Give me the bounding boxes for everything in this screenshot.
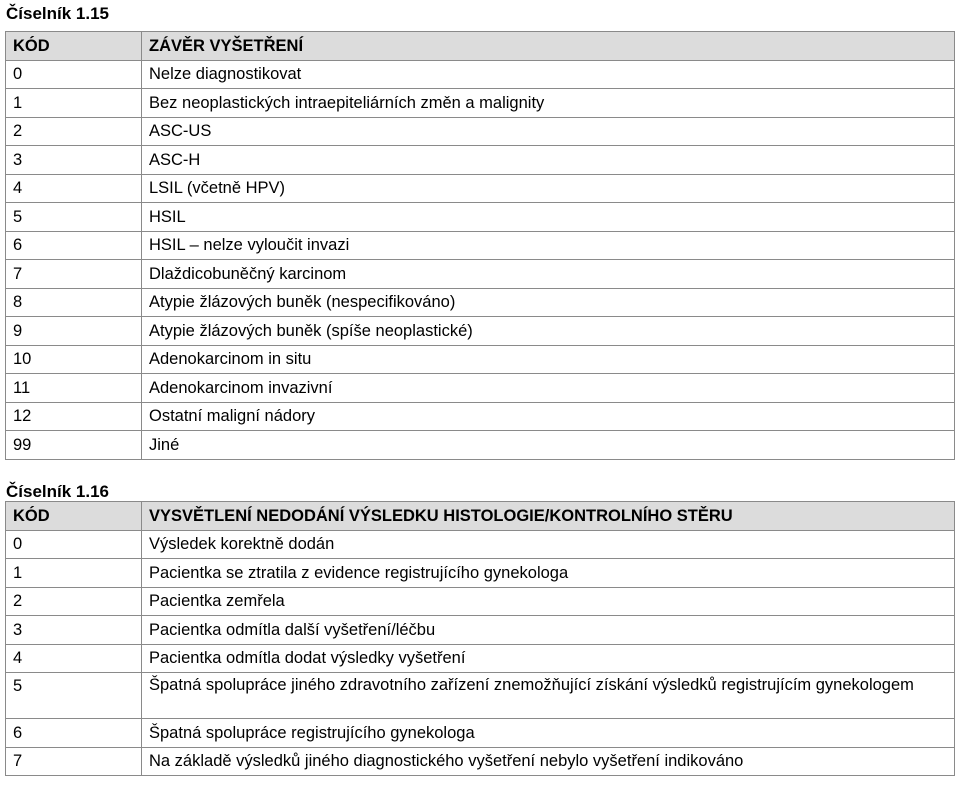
row-text: ASC-US <box>142 117 955 146</box>
row-text: Nelze diagnostikovat <box>142 60 955 89</box>
row-code: 0 <box>6 60 142 89</box>
table-row <box>6 559 955 588</box>
table-row <box>6 374 955 403</box>
table-row <box>6 616 955 645</box>
row-text: Ostatní maligní nádory <box>142 402 955 431</box>
table-row <box>6 719 955 748</box>
codebook-1-15-title: Číselník 1.15 <box>6 4 110 23</box>
code-column-header: KÓD <box>6 32 142 61</box>
row-code: 11 <box>6 374 142 403</box>
row-code: 10 <box>6 345 142 374</box>
row-code: 6 <box>6 719 142 748</box>
table-row <box>6 203 955 232</box>
row-text: Bez neoplastických intraepiteliárních změn a malignity <box>142 89 955 118</box>
row-text: Dlaždicobuněčný karcinom <box>142 260 955 289</box>
row-text: Špatná spolupráce jiného zdravotního zařízení znemožňující získání výsledků registrujícím gynekologem <box>142 673 955 719</box>
table-row <box>6 260 955 289</box>
row-text: Výsledek korektně dodán <box>142 530 955 559</box>
row-code: 6 <box>6 231 142 260</box>
row-code: 7 <box>6 747 142 776</box>
row-text: Atypie žlázových buněk (spíše neoplastické) <box>142 317 955 346</box>
table-row <box>6 747 955 776</box>
row-text: Atypie žlázových buněk (nespecifikováno) <box>142 288 955 317</box>
row-code: 9 <box>6 317 142 346</box>
table-header-row <box>6 502 955 531</box>
row-code: 12 <box>6 402 142 431</box>
code-column-header: KÓD <box>6 502 142 531</box>
row-text: Pacientka odmítla další vyšetření/léčbu <box>142 616 955 645</box>
codebook-1-16-title: Číselník 1.16 <box>6 482 110 501</box>
row-text: HSIL – nelze vyloučit invazi <box>142 231 955 260</box>
codebook-1-15-table <box>5 31 955 460</box>
row-text: Adenokarcinom in situ <box>142 345 955 374</box>
table-row <box>6 345 955 374</box>
row-code: 8 <box>6 288 142 317</box>
row-text: Jiné <box>142 431 955 460</box>
table-row <box>6 587 955 616</box>
row-code: 2 <box>6 587 142 616</box>
table-row <box>6 146 955 175</box>
table-row <box>6 117 955 146</box>
row-text: HSIL <box>142 203 955 232</box>
row-code: 4 <box>6 644 142 673</box>
table-row <box>6 431 955 460</box>
row-code: 7 <box>6 260 142 289</box>
row-code: 4 <box>6 174 142 203</box>
row-code: 1 <box>6 89 142 118</box>
row-code: 2 <box>6 117 142 146</box>
row-code: 1 <box>6 559 142 588</box>
table-row <box>6 673 955 719</box>
table-row <box>6 644 955 673</box>
row-text: Pacientka se ztratila z evidence registrujícího gynekologa <box>142 559 955 588</box>
conclusion-column-header: ZÁVĚR VYŠETŘENÍ <box>142 32 955 61</box>
row-code: 5 <box>6 203 142 232</box>
row-text: LSIL (včetně HPV) <box>142 174 955 203</box>
table-row <box>6 89 955 118</box>
row-code: 5 <box>6 673 142 719</box>
table-row <box>6 60 955 89</box>
codebook-1-16-table <box>5 501 955 776</box>
row-text: Adenokarcinom invazivní <box>142 374 955 403</box>
table-row <box>6 402 955 431</box>
table-row <box>6 231 955 260</box>
row-text: Pacientka zemřela <box>142 587 955 616</box>
explanation-column-header: VYSVĚTLENÍ NEDODÁNÍ VÝSLEDKU HISTOLOGIE/KONTROLNÍHO STĚRU <box>142 502 955 531</box>
table-row <box>6 530 955 559</box>
row-code: 99 <box>6 431 142 460</box>
row-code: 0 <box>6 530 142 559</box>
row-text: ASC-H <box>142 146 955 175</box>
row-code: 3 <box>6 146 142 175</box>
row-code: 3 <box>6 616 142 645</box>
row-text: Špatná spolupráce registrujícího gynekologa <box>142 719 955 748</box>
row-text: Na základě výsledků jiného diagnostického vyšetření nebylo vyšetření indikováno <box>142 747 955 776</box>
row-text: Pacientka odmítla dodat výsledky vyšetření <box>142 644 955 673</box>
table-header-row <box>6 32 955 61</box>
table-row <box>6 288 955 317</box>
table-row <box>6 174 955 203</box>
table-row <box>6 317 955 346</box>
